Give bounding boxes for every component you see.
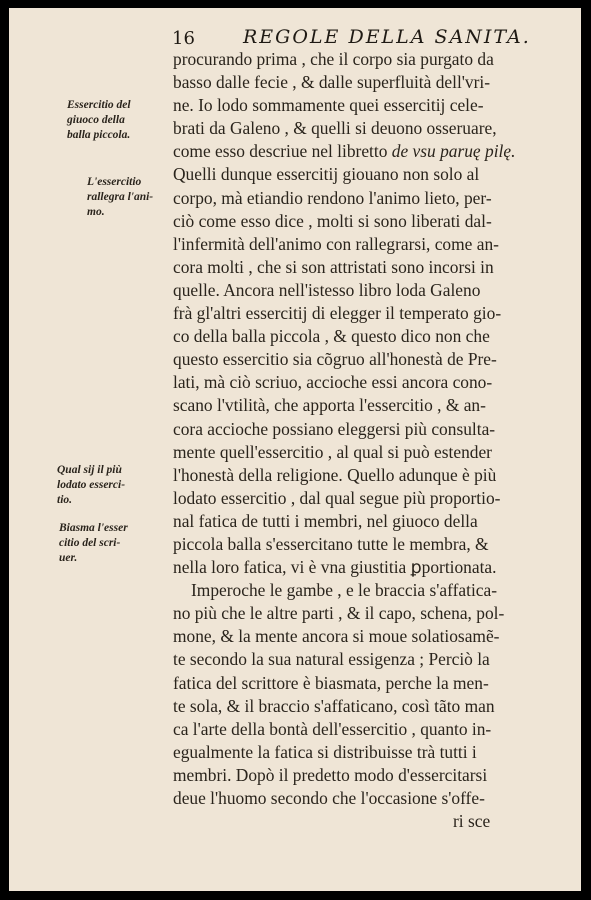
text-line: lati, mà ciò scriuo, accioche essi ancora cono- bbox=[173, 372, 493, 393]
margin-note-line: tio. bbox=[57, 494, 73, 506]
margin-note bbox=[67, 98, 167, 143]
text-line: corpo, mà etiandio rendono l'animo lieto, per- bbox=[173, 187, 492, 208]
margin-note-line: rallegra l'ani- bbox=[87, 191, 154, 203]
margin-note bbox=[59, 521, 159, 566]
text-line: ca l'arte della bontà dell'essercitio , quanto in- bbox=[173, 718, 492, 739]
page-number: 16 bbox=[172, 28, 195, 49]
text-line: l'infermità dell'animo con rallegrarsi, come an- bbox=[173, 233, 499, 254]
text-line: cora accioche possiano eleggersi più consulta- bbox=[173, 418, 496, 439]
text-line bbox=[173, 140, 579, 163]
text-line: mone, & la mente ancora si moue solatiosamẽ- bbox=[173, 626, 500, 647]
text-line: l'honestà della religione. Quello adunque è più bbox=[173, 464, 497, 485]
text-line: mente quell'essercitio , al qual si può estender bbox=[173, 441, 492, 462]
running-head bbox=[9, 18, 581, 52]
running-title: REGOLE DELLA SANITA. bbox=[243, 26, 531, 48]
margin-note bbox=[57, 463, 157, 508]
text-line: lodato essercitio , dal qual segue più proportio- bbox=[173, 487, 501, 508]
text-line: co della balla piccola , & questo dico non che bbox=[173, 326, 490, 347]
margin-note-line: Qual sij il più bbox=[57, 464, 122, 476]
margin-note-line: citio del scri- bbox=[59, 537, 121, 549]
margin-note bbox=[87, 175, 187, 220]
book-page bbox=[9, 8, 581, 891]
text-line: brati da Galeno , & quelli si deuono osseruare, bbox=[173, 118, 497, 139]
margin-note-line: Essercitio del bbox=[67, 99, 131, 111]
margin-note-line: uer. bbox=[59, 552, 78, 564]
text-line: Imperoche le gambe , e le braccia s'affatica- bbox=[191, 580, 498, 601]
text-line: egualmente la fatica si distribuisse trà tutti i bbox=[173, 741, 477, 762]
text-line: frà gl'altri essercitij di elegger il temperato gio- bbox=[173, 303, 502, 324]
text-line: nal fatica de tutti i membri, nel giuoco della bbox=[173, 510, 478, 531]
text-line: quelle. Ancora nell'istesso libro loda Galeno bbox=[173, 279, 481, 300]
text-line-start: come esso descriue nel libretto bbox=[173, 141, 388, 162]
text-line: membri. Dopò il predetto modo d'essercitarsi bbox=[173, 764, 488, 785]
italic-book-title: de vsu paruę pilę. bbox=[391, 141, 516, 162]
margin-note-line: balla piccola. bbox=[67, 129, 131, 141]
body-text bbox=[173, 48, 579, 833]
text-line: basso dalle fecie , & dalle superfluità dell'vri- bbox=[173, 72, 491, 93]
text-line: no più che le altre parti , & il capo, schena, pol- bbox=[173, 603, 505, 624]
text-line: te sola, & il braccio s'affaticano, così tãto man bbox=[173, 695, 495, 716]
margin-note-line: giuoco della bbox=[67, 114, 125, 126]
text-line: ne. Io lodo sommamente quei essercitij cele- bbox=[173, 95, 484, 116]
text-line: te secondo la sua natural essigenza ; Perciò la bbox=[173, 649, 490, 670]
margin-note-line: lodato esserci- bbox=[57, 479, 126, 491]
margin-note-line: mo. bbox=[87, 206, 105, 218]
text-line: procurando prima , che il corpo sia purgato da bbox=[173, 49, 494, 69]
margin-note-line: Biasma l'esser bbox=[59, 522, 128, 534]
text-line: ciò come esso dice , molti si sono liberati dal- bbox=[173, 210, 492, 231]
text-line: Quelli dunque essercitij giouano non solo al bbox=[173, 164, 480, 185]
margin-note-line: L'essercitio bbox=[87, 176, 142, 188]
catchword: ri sce bbox=[453, 811, 491, 832]
text-line: deue l'huomo secondo che l'occasione s'offe- bbox=[173, 788, 485, 808]
text-line: fatica del scrittore è biasmata, perche la men- bbox=[173, 672, 489, 693]
text-line: questo essercitio sia cõgruo all'honestà de Pre- bbox=[173, 349, 497, 370]
text-line: nella loro fatica, vi è vna giustitia ꝑportionata. bbox=[173, 557, 497, 578]
text-line: cora molti , che si son attristati sono incorsi in bbox=[173, 256, 494, 277]
text-line: piccola balla s'essercitano tutte le membra, & bbox=[173, 533, 489, 554]
text-line: scano l'vtilità, che apporta l'essercitio , & an- bbox=[173, 395, 486, 416]
